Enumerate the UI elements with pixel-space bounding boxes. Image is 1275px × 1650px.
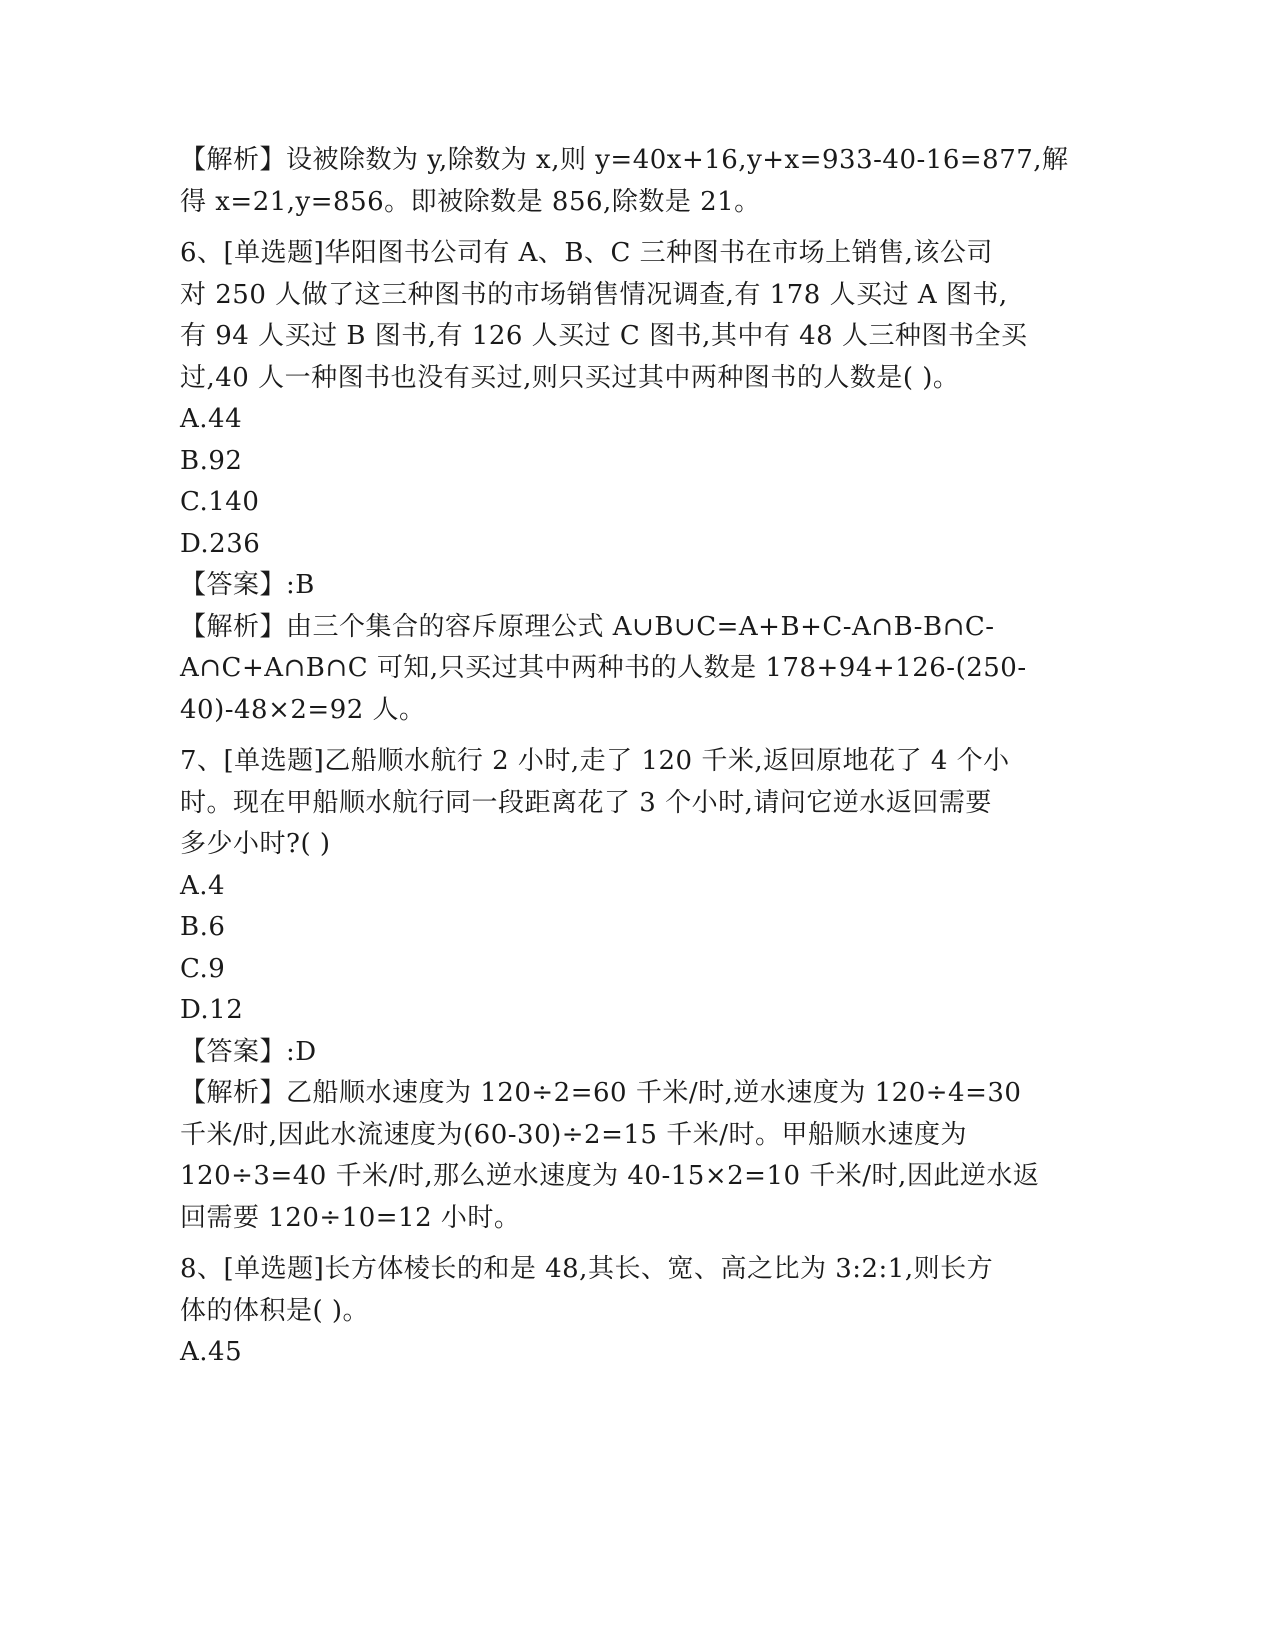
analysis-line: 【解析】设被除数为 y,除数为 x,则 y=40x+16,y+x=933-40-16=877,解 [180,145,1069,175]
option-a: A.44 [180,404,243,434]
analysis-line: A∩C+A∩B∩C 可知,只买过其中两种书的人数是 178+94+126-(250- [180,653,1027,683]
question-line: 6、[单选题]华阳图书公司有 A、B、C 三种图书在市场上销售,该公司 [180,238,993,268]
question-line: 8、[单选题]长方体棱长的和是 48,其长、宽、高之比为 3:2:1,则长方 [180,1254,994,1284]
option-d: D.236 [180,528,261,559]
option-d: D.12 [180,995,244,1025]
question-line: 时。现在甲船顺水航行同一段距离花了 3 个小时,请问它逆水返回需要 [180,787,992,818]
option-c: C.9 [180,953,226,984]
analysis-line: 得 x=21,y=856。即被除数是 856,除数是 21。 [180,186,761,217]
option-b: B.92 [180,445,243,476]
answer: 【答案】:D [180,1036,317,1067]
answer: 【答案】:B [180,570,315,600]
q5-analysis [180,140,1080,223]
analysis-line: 千米/时,因此水流速度为(60-30)÷2=15 千米/时。甲船顺水速度为 [180,1119,967,1150]
analysis-line: 【解析】乙船顺水速度为 120÷2=60 千米/时,逆水速度为 120÷4=30 [180,1078,1022,1108]
analysis-line: 120÷3=40 千米/时,那么逆水速度为 40-15×2=10 千米/时,因此逆水返 [180,1161,1040,1191]
document-page [180,140,1080,1374]
option-c: C.140 [180,487,260,517]
question-6 [180,233,1080,731]
analysis-line: 【解析】由三个集合的容斥原理公式 A∪B∪C=A+B+C-A∩B-B∩C- [180,611,995,642]
analysis-line: 回需要 120÷10=12 小时。 [180,1202,521,1233]
question-8 [180,1249,1080,1374]
option-a: A.45 [180,1337,243,1367]
option-a: A.4 [180,870,226,901]
analysis-line: 40)-48×2=92 人。 [180,694,426,725]
question-line: 过,40 人一种图书也没有买过,则只买过其中两种图书的人数是( )。 [180,362,960,393]
question-7 [180,741,1080,1239]
question-line: 体的体积是( )。 [180,1295,370,1326]
question-line: 多少小时?( ) [180,829,331,859]
question-line: 7、[单选题]乙船顺水航行 2 小时,走了 120 千米,返回原地花了 4 个小 [180,746,1010,776]
question-line: 有 94 人买过 B 图书,有 126 人买过 C 图书,其中有 48 人三种图书全买 [180,321,1028,351]
option-b: B.6 [180,912,226,942]
question-line: 对 250 人做了这三种图书的市场销售情况调查,有 178 人买过 A 图书, [180,279,1008,310]
